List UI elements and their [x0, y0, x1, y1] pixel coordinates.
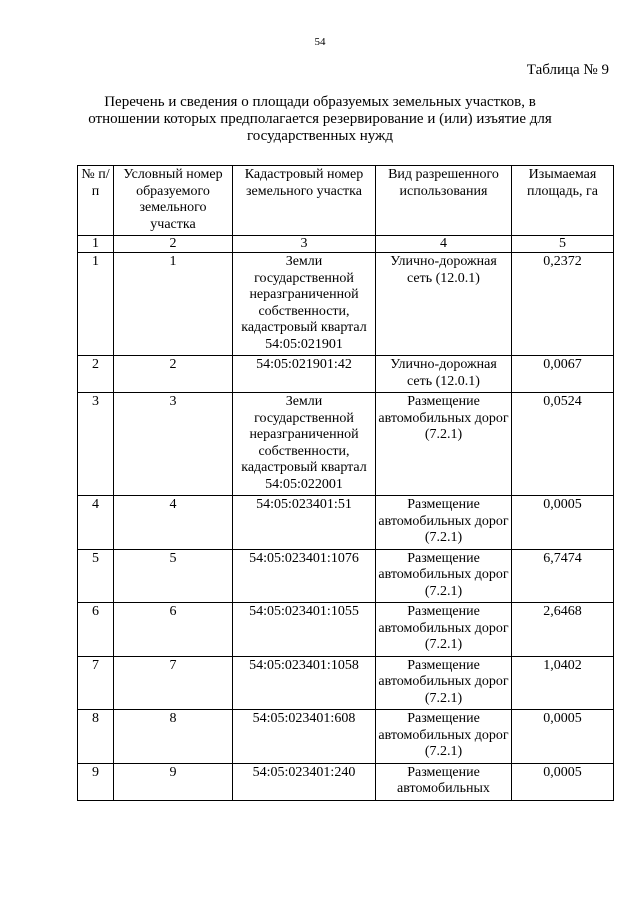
- cell-conditional-number: 8: [114, 710, 233, 764]
- column-number: 2: [114, 236, 233, 253]
- cell-seized-area: 1,0402: [512, 656, 614, 710]
- document-title: Перечень и сведения о площади образуемых земельных участков, в отношении которых предполагается резервирование и (или) изъятие для государственных нужд: [88, 94, 552, 144]
- land-plots-table: [77, 165, 614, 801]
- table-row: [78, 656, 614, 710]
- table-label: Таблица № 9: [526, 62, 609, 78]
- cell-number: 9: [78, 763, 114, 800]
- cell-seized-area: 0,0005: [512, 496, 614, 550]
- table-row: [78, 763, 614, 800]
- cell-seized-area: 0,0005: [512, 710, 614, 764]
- cell-seized-area: 0,0005: [512, 763, 614, 800]
- cell-conditional-number: 4: [114, 496, 233, 550]
- cell-seized-area: 2,6468: [512, 603, 614, 657]
- cell-permitted-use: Размещение автомобильных дорог (7.2.1): [376, 549, 512, 603]
- header-permitted-use: Вид разрешенного использования: [376, 166, 512, 236]
- cell-seized-area: 0,0067: [512, 356, 614, 393]
- cell-conditional-number: 2: [114, 356, 233, 393]
- column-number: 5: [512, 236, 614, 253]
- table-header-row: [78, 166, 614, 236]
- cell-permitted-use: Размещение автомобильных дорог (7.2.1): [376, 656, 512, 710]
- cell-conditional-number: 5: [114, 549, 233, 603]
- cell-permitted-use: Улично-дорожная сеть (12.0.1): [376, 253, 512, 356]
- cell-conditional-number: 1: [114, 253, 233, 356]
- cell-cadastral-number: 54:05:023401:1058: [233, 656, 376, 710]
- cell-permitted-use: Размещение автомобильных дорог (7.2.1): [376, 603, 512, 657]
- column-numbers-row: [78, 236, 614, 253]
- column-number: 3: [233, 236, 376, 253]
- cell-permitted-use: Улично-дорожная сеть (12.0.1): [376, 356, 512, 393]
- cell-seized-area: 6,7474: [512, 549, 614, 603]
- table-row: [78, 496, 614, 550]
- cell-number: 3: [78, 393, 114, 496]
- header-cadastral-number: Кадастровый номер земельного участка: [233, 166, 376, 236]
- cell-cadastral-number: 54:05:021901:42: [233, 356, 376, 393]
- cell-cadastral-number: 54:05:023401:240: [233, 763, 376, 800]
- header-number: № п/п: [78, 166, 114, 236]
- cell-conditional-number: 7: [114, 656, 233, 710]
- cell-number: 6: [78, 603, 114, 657]
- cell-cadastral-number: Земли государственной неразграниченной собственности, кадастровый квартал 54:05:021901: [233, 253, 376, 356]
- cell-conditional-number: 9: [114, 763, 233, 800]
- page-number: 54: [314, 36, 326, 48]
- cell-number: 4: [78, 496, 114, 550]
- cell-cadastral-number: Земли государственной неразграниченной собственности, кадастровый квартал 54:05:022001: [233, 393, 376, 496]
- cell-permitted-use: Размещение автомобильных дорог (7.2.1): [376, 496, 512, 550]
- column-number: 4: [376, 236, 512, 253]
- column-number: 1: [78, 236, 114, 253]
- cell-number: 5: [78, 549, 114, 603]
- table-row: [78, 710, 614, 764]
- cell-permitted-use: Размещение автомобильных дорог (7.2.1): [376, 393, 512, 496]
- cell-cadastral-number: 54:05:023401:51: [233, 496, 376, 550]
- table-row: [78, 253, 614, 356]
- header-conditional-number: Условный номер образуемого земельного участка: [114, 166, 233, 236]
- cell-conditional-number: 6: [114, 603, 233, 657]
- cell-cadastral-number: 54:05:023401:1055: [233, 603, 376, 657]
- cell-number: 1: [78, 253, 114, 356]
- cell-permitted-use: Размещение автомобильных дорог (7.2.1): [376, 710, 512, 764]
- cell-number: 2: [78, 356, 114, 393]
- cell-seized-area: 0,2372: [512, 253, 614, 356]
- table-row: [78, 603, 614, 657]
- cell-cadastral-number: 54:05:023401:1076: [233, 549, 376, 603]
- cell-permitted-use: Размещение автомобильных: [376, 763, 512, 800]
- cell-number: 8: [78, 710, 114, 764]
- table-row: [78, 393, 614, 496]
- table-row: [78, 356, 614, 393]
- cell-conditional-number: 3: [114, 393, 233, 496]
- cell-cadastral-number: 54:05:023401:608: [233, 710, 376, 764]
- table-row: [78, 549, 614, 603]
- cell-seized-area: 0,0524: [512, 393, 614, 496]
- header-seized-area: Изымаемая площадь, га: [512, 166, 614, 236]
- cell-number: 7: [78, 656, 114, 710]
